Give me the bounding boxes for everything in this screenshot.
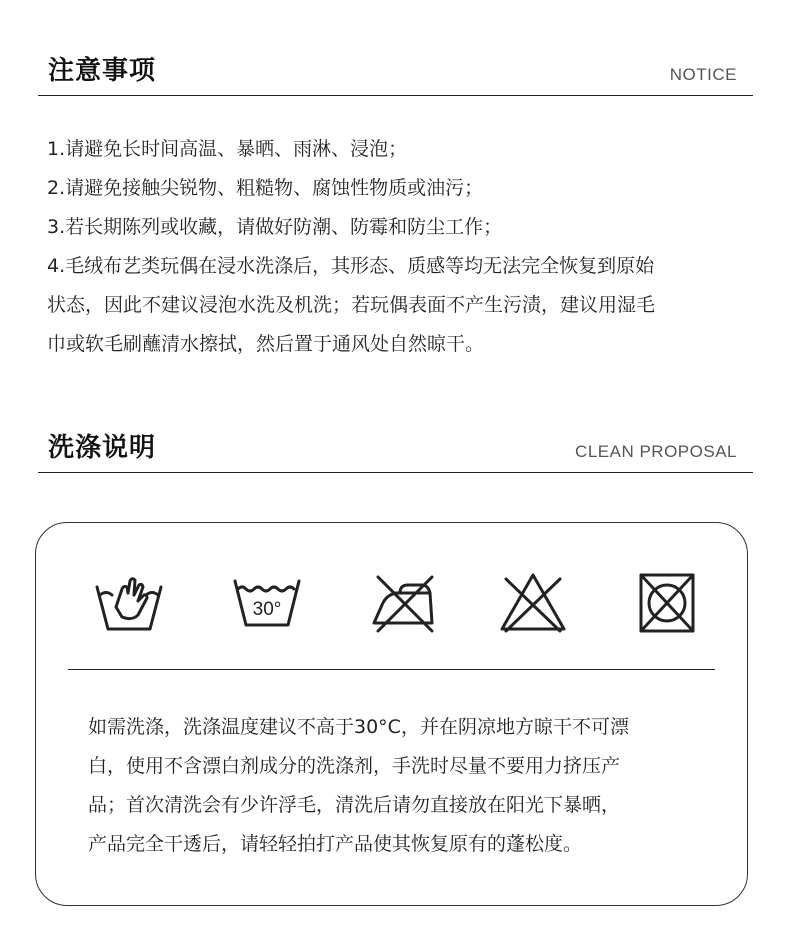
no-tumble-dry-icon bbox=[632, 571, 702, 635]
wash-line: 产品完全干透后，请轻轻拍打产品使其恢复原有的蓬松度。 bbox=[88, 833, 583, 855]
wash-title: 洗涤说明 bbox=[48, 433, 157, 463]
wash-temp-label: 30° bbox=[252, 599, 282, 620]
notice-list bbox=[47, 130, 747, 364]
hand-wash-icon bbox=[94, 571, 164, 635]
notice-subtitle: NOTICE bbox=[669, 65, 737, 84]
wash-line: 如需洗涤，洗涤温度建议不高于30°C，并在阴凉地方晾干不可漂 bbox=[88, 716, 629, 738]
notice-title: 注意事项 bbox=[48, 56, 157, 86]
icons-divider bbox=[68, 669, 715, 670]
wash-instructions-panel bbox=[35, 522, 748, 906]
wash-line: 白，使用不含漂白剂成分的洗涤剂，手洗时尽量不要用力挤压产 bbox=[88, 755, 621, 777]
notice-line: 3.若长期陈列或收藏，请做好防潮、防霉和防尘工作； bbox=[47, 216, 503, 238]
no-bleach-icon bbox=[498, 571, 568, 635]
care-icons-row bbox=[36, 571, 747, 641]
no-iron-icon bbox=[370, 571, 440, 635]
wash-30-icon bbox=[232, 571, 302, 635]
notice-line: 状态，因此不建议浸泡水洗及机洗；若玩偶表面不产生污渍，建议用湿毛 bbox=[47, 294, 656, 316]
notice-header bbox=[38, 55, 753, 96]
notice-line: 4.毛绒布艺类玩偶在浸水洗涤后，其形态、质感等均无法完全恢复到原始 bbox=[47, 255, 655, 277]
wash-description bbox=[88, 708, 708, 864]
wash-header bbox=[38, 432, 753, 473]
wash-line: 品；首次清洗会有少许浮毛，清洗后请勿直接放在阳光下暴晒， bbox=[88, 794, 621, 816]
notice-line: 2.请避免接触尖锐物、粗糙物、腐蚀性物质或油污； bbox=[47, 177, 484, 199]
notice-line: 巾或软毛刷蘸清水擦拭，然后置于通风处自然晾干。 bbox=[47, 333, 485, 355]
notice-line: 1.请避免长时间高温、暴晒、雨淋、浸泡； bbox=[47, 138, 408, 160]
wash-subtitle: CLEAN PROPOSAL bbox=[575, 442, 737, 461]
